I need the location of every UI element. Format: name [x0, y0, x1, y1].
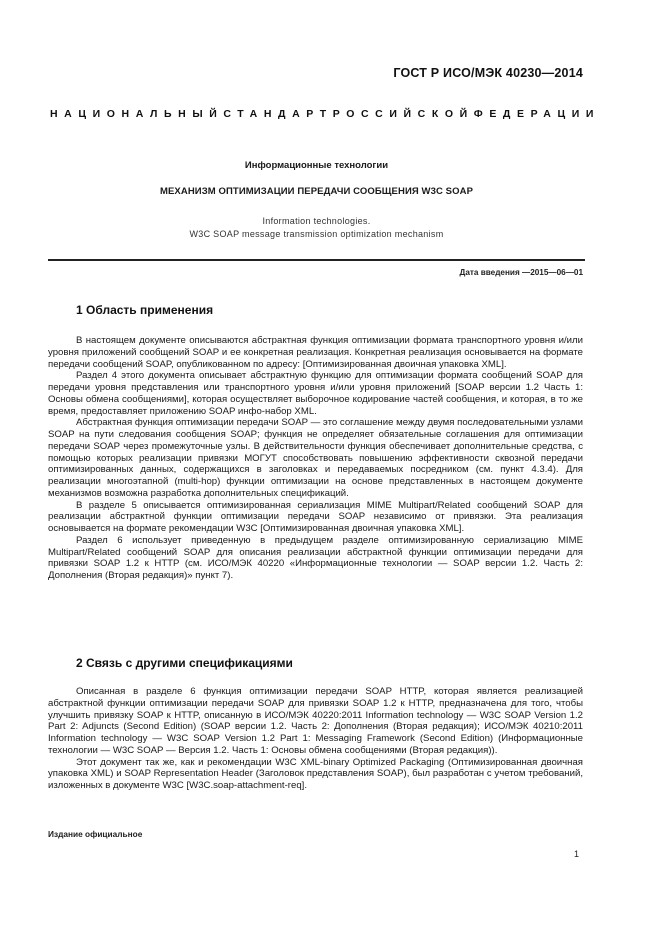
- header-divider: [48, 259, 585, 261]
- standard-number: ГОСТ Р ИСО/МЭК 40230—2014: [393, 66, 583, 80]
- section-2-body: [48, 686, 583, 792]
- section-1-paragraph: В разделе 5 описывается оптимизированная сериализация MIME Multipart/Related сообщений SOAP для реализации абстрактной функции оптимизации передачи SOAP независимо от привязки. Эта реализация основывается на формате рекомендации W3C [Оптимизированная двоичная упаковка XML].: [48, 499, 583, 534]
- section-1-paragraph: Раздел 6 использует приведенную в предыдущем разделе оптимизированную сериализацию MIME Multipart/Related сообщений SOAP для описания реализации абстрактной функции оптимизации передачи для привязки SOAP 1.2 к HTTP (см. ИСО/МЭК 40220 «Информационные технологии — SOAP версии 1.2. Часть 2: Дополнения (Вторая редакция)» пункт 7).: [48, 534, 583, 581]
- section-1-heading: 1 Область применения: [76, 303, 214, 317]
- english-title: [48, 215, 585, 241]
- section-2-heading: 2 Связь с другими спецификациями: [76, 656, 293, 670]
- section-2-paragraph: Этот документ так же, как и рекомендации W3C XML-binary Optimized Packaging (Оптимизированная двоичная упаковка XML) и SOAP Representation Header (Заголовок представления SOAP), был разработан с учетом требований, изложенных в документе W3C [W3C.soap-attachment-req].: [48, 756, 583, 791]
- national-standard-banner: [50, 108, 601, 120]
- document-title: МЕХАНИЗМ ОПТИМИЗАЦИИ ПЕРЕДАЧИ СООБЩЕНИЯ W3C SOAP: [159, 186, 474, 197]
- document-subject: Информационные технологии: [244, 160, 389, 171]
- section-1-paragraph: В настоящем документе описываются абстрактная функция оптимизации формата транспортного уровня и/или уровня приложений сообщений SOAP и ее конкретная реализация. Конкретная реализация основывается на формате передачи сообщений SOAP, опубликованном по адресу: [Оптимизированная двоичная упаковка XML].: [48, 335, 583, 370]
- introduction-date: Дата введения —2015—06—01: [459, 268, 583, 277]
- section-2-paragraph: Описанная в разделе 6 функция оптимизации передачи SOAP HTTP, которая является реализацией абстрактной функции оптимизации передачи SOAP для привязки SOAP 1.2 к HTTP, предназначена для того, чтобы улучшить привязку SOAP к HTTP, описанную в ИСО/МЭК 40220:2011 Information technology — W3C SOAP Version 1.2 Part 2: Adjuncts (Second Edition) (SOAP версии 1.2. Часть 2: Дополнения (Вторая редакция); ИСО/МЭК 40210:2011 Information technology — W3C SOAP Version 1.2 Part 1: Messaging Framework (Second Edition) (Информационные технологии — W3C SOAP — Версия 1.2. Часть 1: Основы обмена сообщениями (Вторая редакция)).: [48, 686, 583, 756]
- english-title-line-2: W3C SOAP message transmission optimization mechanism: [189, 229, 444, 239]
- section-1-paragraph: Абстрактная функция оптимизации передачи SOAP — это соглашение между двумя последовательными узлами SOAP на пути следования сообщения SOAP; функция не определяет обязательные соглашения для оптимизации передачи SOAP через промежуточные узлы. В действительности функция обеспечивает дополнительные средства, с помощью которых реализации привязки МОГУТ способствовать повышению эффективности сквозной передачи оптимизированных данных, содержащихся в заголовках и передаваемых посредником (см. пункт 4.3.4). Для реализации многоэтапной (multi-hop) функции оптимизации на основе представленных в настоящем документе механизмов возможна разработка дополнительных спецификаций.: [48, 417, 583, 499]
- banner-word-federation: ФЕДЕРАЦИИ: [473, 108, 601, 120]
- banner-word-national: НАЦИОНАЛЬНЫЙ: [50, 108, 224, 120]
- official-edition-label: Издание официальное: [48, 829, 143, 839]
- banner-word-standard: СТАНДАРТ: [223, 108, 333, 120]
- section-1-body: [48, 335, 583, 582]
- section-1-paragraph: Раздел 4 этого документа описывает абстрактную функцию для оптимизации формата сообщений SOAP для передачи уровня представления или транспортного уровня и/или уровня приложений [SOAP версии 1.2 Часть 1: Основы обмена сообщениями], которая осуществляет выборочное кодирование частей сообщения, и которая, в то же время, предоставляет приложению SOAP инфо-набор XML.: [48, 370, 583, 417]
- page-number: 1: [573, 849, 579, 859]
- banner-word-russian: РОССИЙСКОЙ: [332, 108, 474, 120]
- english-title-line-1: Information technologies.: [262, 216, 371, 226]
